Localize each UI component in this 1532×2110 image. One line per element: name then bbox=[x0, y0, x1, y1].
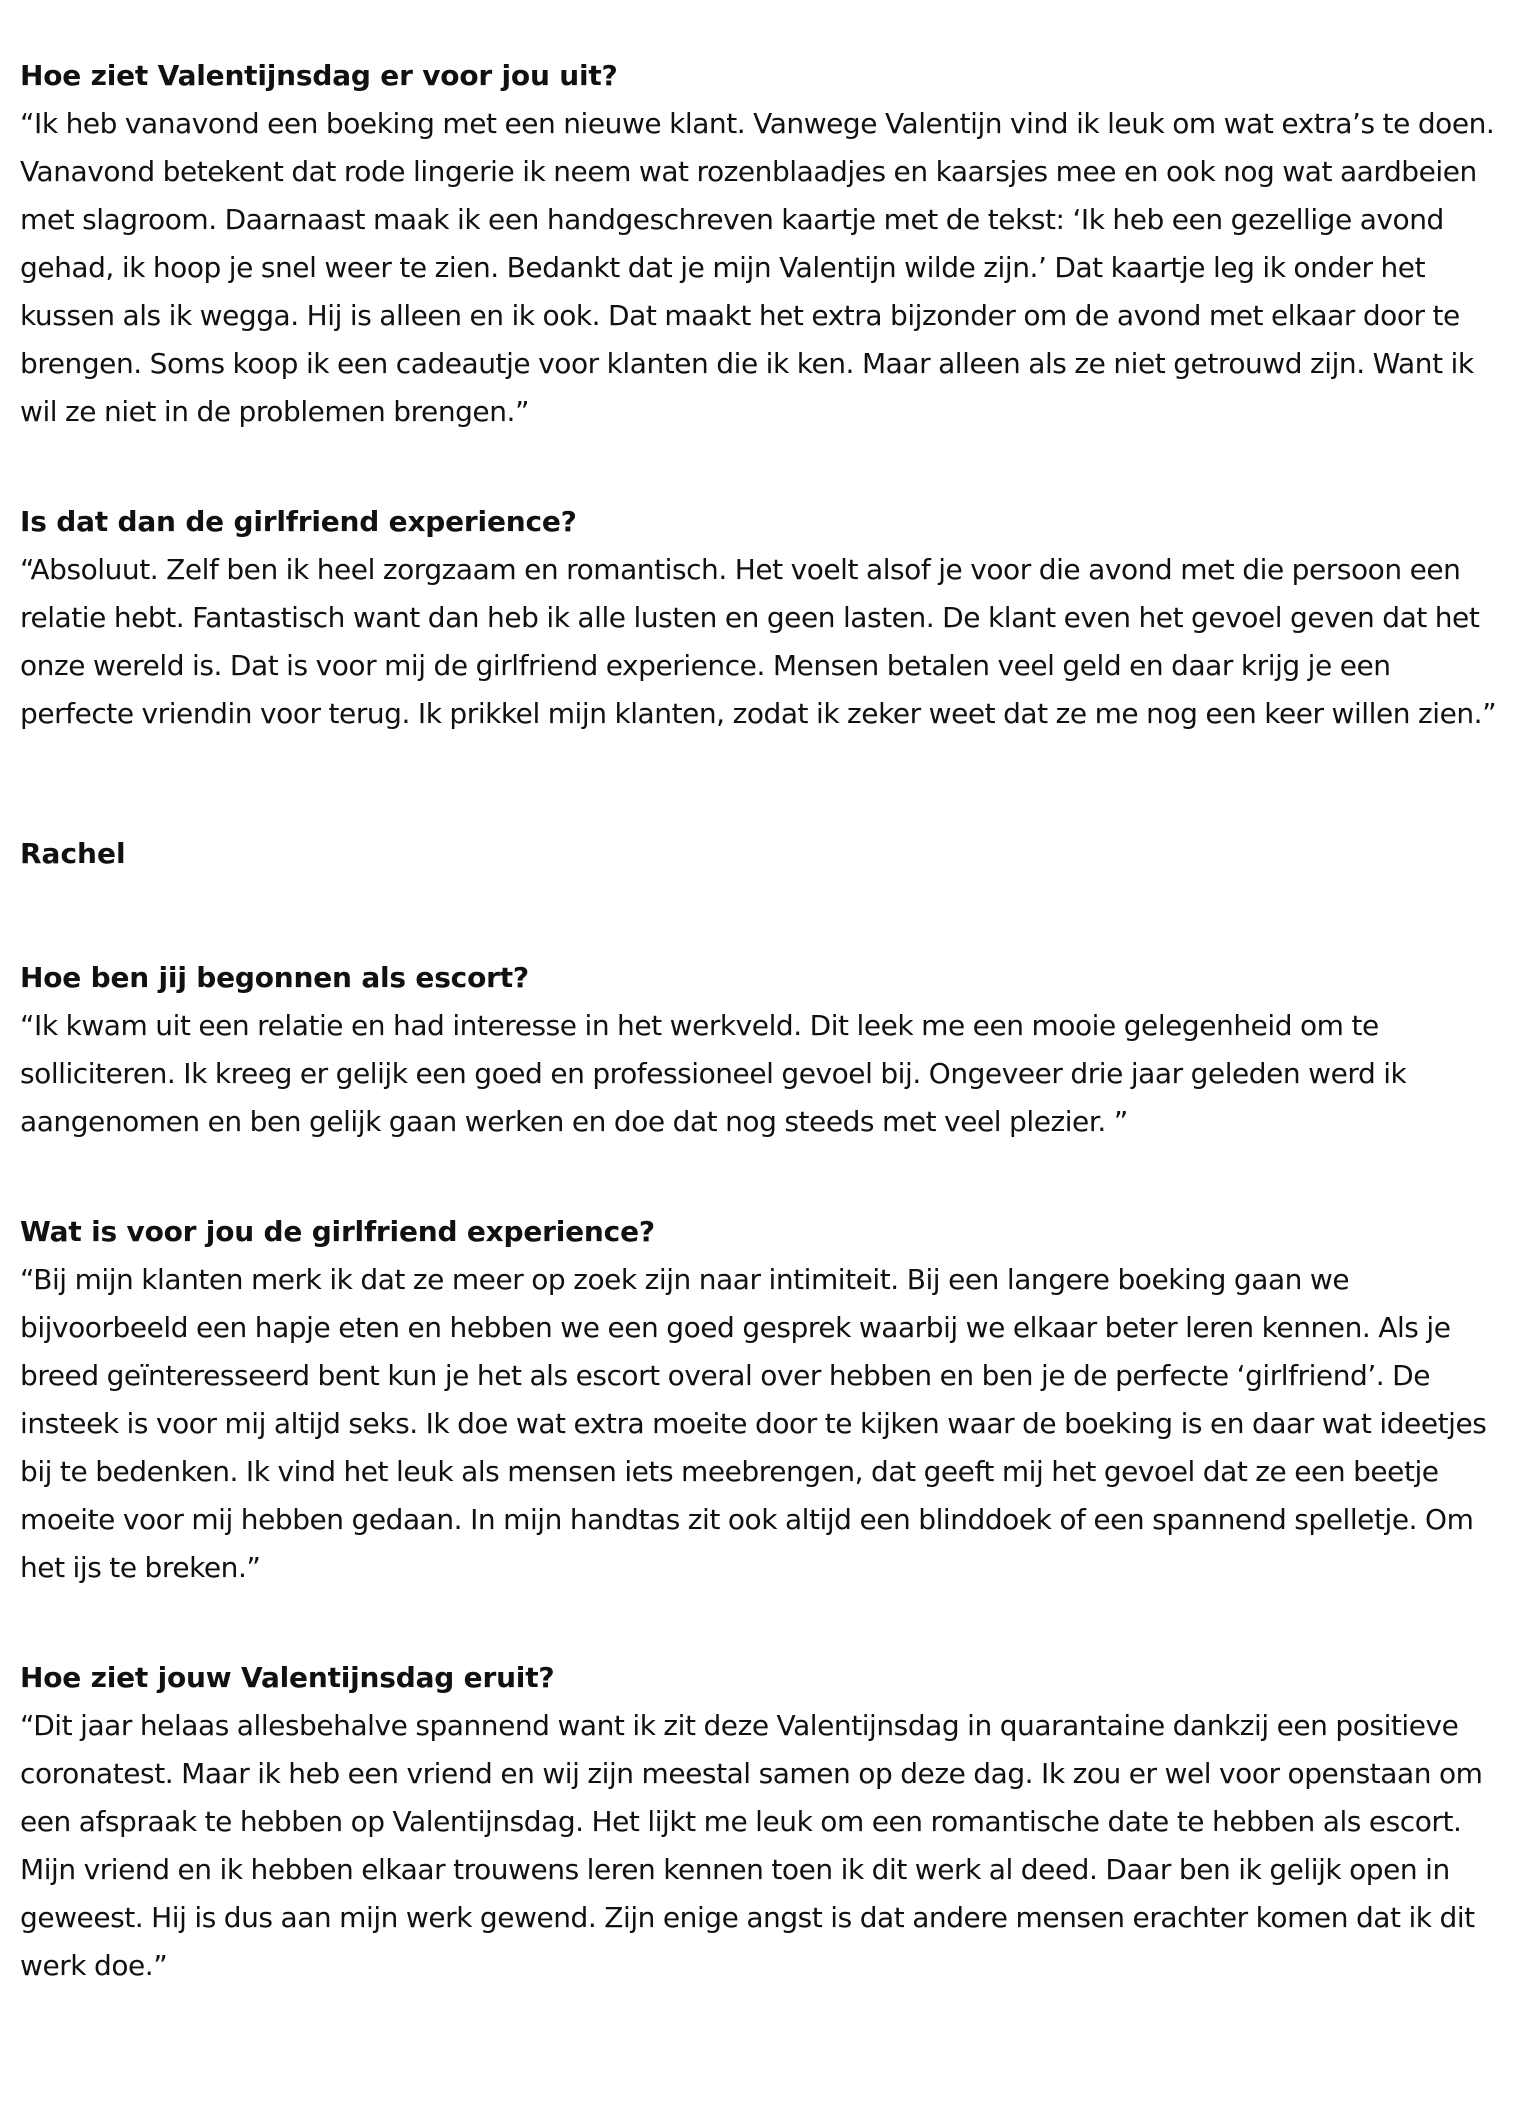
qa-section-girlfriend-experience-rachel bbox=[20, 1208, 1512, 1592]
qa-section-girlfriend-experience bbox=[20, 498, 1512, 738]
answer-paragraph: “Bij mijn klanten merk ik dat ze meer op zoek zijn naar intimiteit. Bij een langere boeking gaan we bijvoorbeeld een hapje eten en hebben we een goed gesprek waarbij we elkaar beter leren kennen. Als je breed geïnteresseerd bent kun je het als escort overal over hebben en ben je de perfecte ‘girlfriend’. De insteek is voor mij altijd seks. Ik doe wat extra moeite door te kijken waar de boeking is en daar wat ideetjes bij te bedenken. Ik vind het leuk als mensen iets meebrengen, dat geeft mij het gevoel dat ze een beetje moeite voor mij hebben gedaan. In mijn handtas zit ook altijd een blinddoek of een spannend spelletje. Om het ijs te breken.” bbox=[20, 1263, 1487, 1584]
answer-paragraph: “Absoluut. Zelf ben ik heel zorgzaam en romantisch. Het voelt alsof je voor die avond met die persoon een relatie hebt. Fantastisch want dan heb ik alle lusten en geen lasten. De klant even het gevoel geven dat het onze wereld is. Dat is voor mij de girlfriend experience. Mensen betalen veel geld en daar krijg je een perfecte vriendin voor terug. Ik prikkel mijn klanten, zodat ik zeker weet dat ze me nog een keer willen zien.” bbox=[20, 553, 1497, 730]
question-heading: Is dat dan de girlfriend experience? bbox=[20, 505, 577, 538]
answer-paragraph: “Dit jaar helaas allesbehalve spannend want ik zit deze Valentijnsdag in quarantaine dankzij een positieve coronatest. Maar ik heb een vriend en wij zijn meestal samen op deze dag. Ik zou er wel voor openstaan om een afspraak te hebben op Valentijnsdag. Het lijkt me leuk om een romantische date te hebben als escort. Mijn vriend en ik hebben elkaar trouwens leren kennen toen ik dit werk al deed. Daar ben ik gelijk open in geweest. Hij is dus aan mijn werk gewend. Zijn enige angst is dat andere mensen erachter komen dat ik dit werk doe.” bbox=[20, 1709, 1483, 1982]
speaker-heading-block bbox=[20, 830, 1512, 878]
answer-paragraph: “Ik heb vanavond een boeking met een nieuwe klant. Vanwege Valentijn vind ik leuk om wat extra’s te doen. Vanavond betekent dat rode lingerie ik neem wat rozenblaadjes en kaarsjes mee en ook nog wat aardbeien met slagroom. Daarnaast maak ik een handgeschreven kaartje met de tekst: ‘Ik heb een gezellige avond gehad, ik hoop je snel weer te zien. Bedankt dat je mijn Valentijn wilde zijn.’ Dat kaartje leg ik onder het kussen als ik wegga. Hij is alleen en ik ook. Dat maakt het extra bijzonder om de avond met elkaar door te brengen. Soms koop ik een cadeautje voor klanten die ik ken. Maar alleen als ze niet getrouwd zijn. Want ik wil ze niet in de problemen brengen.” bbox=[20, 107, 1495, 428]
question-heading: Wat is voor jou de girlfriend experience? bbox=[20, 1215, 655, 1248]
question-heading: Hoe ben jij begonnen als escort? bbox=[20, 961, 529, 994]
speaker-name: Rachel bbox=[20, 837, 126, 870]
qa-section-begonnen bbox=[20, 954, 1512, 1146]
qa-section-valentijnsdag-rachel bbox=[20, 1654, 1512, 1990]
question-heading: Hoe ziet Valentijnsdag er voor jou uit? bbox=[20, 59, 618, 92]
question-heading: Hoe ziet jouw Valentijnsdag eruit? bbox=[20, 1661, 555, 1694]
qa-section-valentijnsdag bbox=[20, 52, 1512, 436]
answer-paragraph: “Ik kwam uit een relatie en had interesse in het werkveld. Dit leek me een mooie gelegenheid om te solliciteren. Ik kreeg er gelijk een goed en professioneel gevoel bij. Ongeveer drie jaar geleden werd ik aangenomen en ben gelijk gaan werken en doe dat nog steeds met veel plezier. ” bbox=[20, 1009, 1407, 1138]
